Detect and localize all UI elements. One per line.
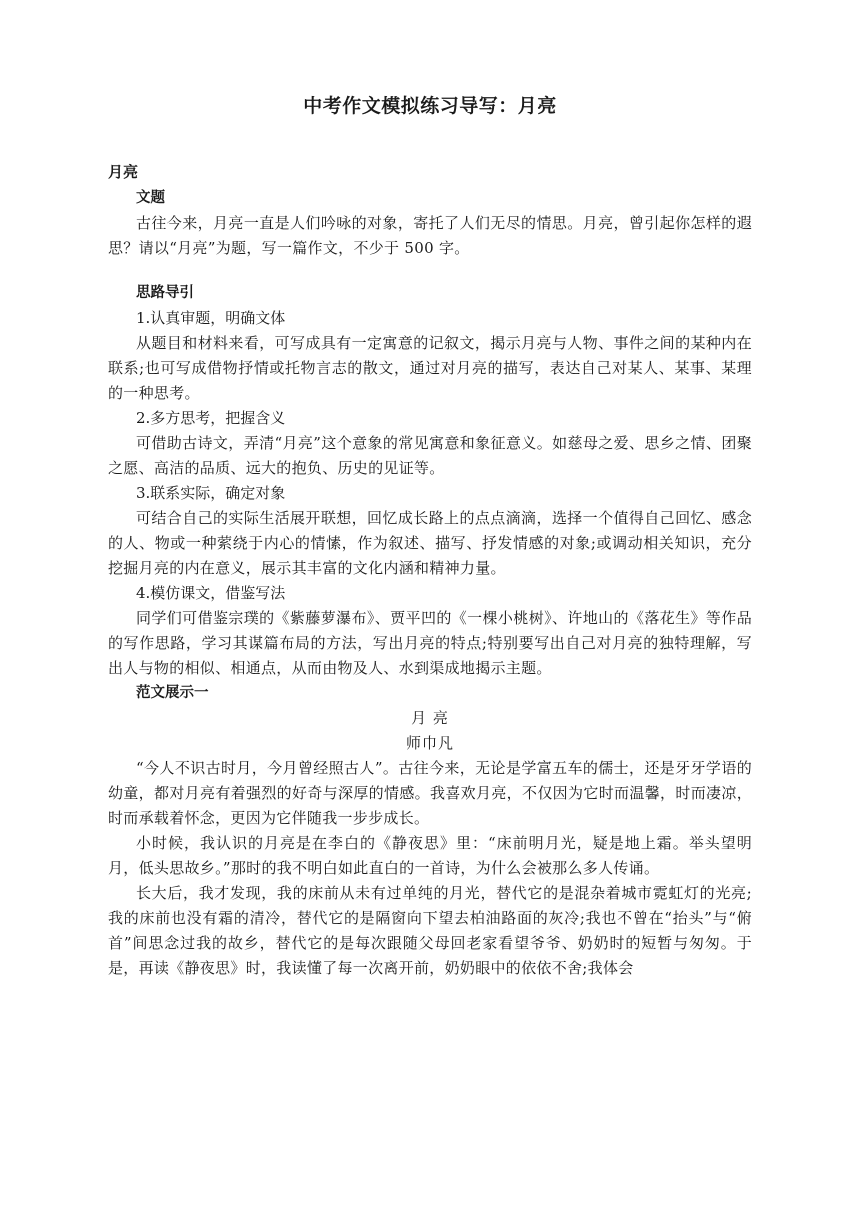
- spacer: [108, 261, 752, 281]
- guide-step-2-title: 2.多方思考，把握含义: [136, 409, 286, 427]
- essay-author: 师巾凡: [405, 734, 454, 752]
- guide-step-4-text: 同学们可借鉴宗璞的《紫藤萝瀑布》、贾平凹的《一棵小桃树》、许地山的《落花生》等作品的写作思路，学习其谋篇布局的方法，写出月亮的特点;特别要写出自己对月亮的独特理解，写出人与物的相似、相通点，从而由物及人、水到渠成地揭示主题。: [108, 609, 752, 677]
- guide-step-3-text: 可结合自己的实际生活展开联想，回忆成长路上的点点滴滴，选择一个值得自己回忆、感念的人、物或一种萦绕于内心的情愫，作为叙述、描写、抒发情感的对象;或调动相关知识，充分挖掘月亮的内在意义，展示其丰富的文化内涵和精神力量。: [108, 509, 752, 577]
- section-title: 月亮: [108, 163, 139, 181]
- essay-paragraph-3: 长大后，我才发现，我的床前从未有过单纯的月光，替代它的是混杂着城市霓虹灯的光亮;我的床前也没有霜的清冷，替代它的是隔窗向下望去柏油路面的灰冷;我也不曾在“抬头”与“俯首”间思念过我的故乡，替代它的是每次跟随父母回老家看望爷爷、奶奶时的短暂与匆匆。于是，再读《静夜思》时，我读懂了每一次离开前，奶奶眼中的依依不舍;我体会: [108, 884, 752, 977]
- essay-paragraph-2: 小时候，我认识的月亮是在李白的《静夜思》里：“床前明月光，疑是地上霜。举头望明月，低头思故乡。”那时的我不明白如此直白的一首诗，为什么会被那么多人传诵。: [108, 834, 752, 877]
- essay-title: 月 亮: [411, 709, 449, 727]
- essay-paragraph-1: “今人不识古时月，今月曾经照古人”。古往今来，无论是学富五车的儒士，还是牙牙学语的幼童，都对月亮有着强烈的好奇与深厚的情感。我喜欢月亮，不仅因为它时而温馨，时而凄凉，时而承载着怀念，更因为它伴随我一步步成长。: [108, 759, 752, 827]
- document-body: [108, 158, 752, 981]
- guide-step-2-text: 可借助古诗文，弄清“月亮”这个意象的常见寓意和象征意义。如慈母之爱、思乡之情、团聚之愿、高洁的品质、远大的抱负、历史的见证等。: [108, 434, 752, 477]
- sample-heading: 范文展示一: [136, 685, 209, 701]
- prompt-heading: 文题: [136, 190, 165, 206]
- guide-step-1-text: 从题目和材料来看，可写成具有一定寓意的记叙文，揭示月亮与人物、事件之间的某种内在联系;也可写成借物抒情或托物言志的散文，通过对月亮的描写，表达自己对某人、某事、某理的一种思考。: [108, 334, 752, 402]
- document-title: 中考作文模拟练习导写：月亮: [303, 95, 557, 117]
- prompt-text: 古往今来，月亮一直是人们吟咏的对象，寄托了人们无尽的情思。月亮，曾引起你怎样的遐思？请以“月亮”为题，写一篇作文，不少于 500 字。: [108, 214, 752, 257]
- guide-step-4-title: 4.模仿课文，借鉴写法: [136, 584, 286, 602]
- guide-step-3-title: 3.联系实际，确定对象: [136, 484, 286, 502]
- guide-heading: 思路导引: [136, 285, 194, 301]
- guide-step-1-title: 1.认真审题，明确文体: [136, 309, 286, 327]
